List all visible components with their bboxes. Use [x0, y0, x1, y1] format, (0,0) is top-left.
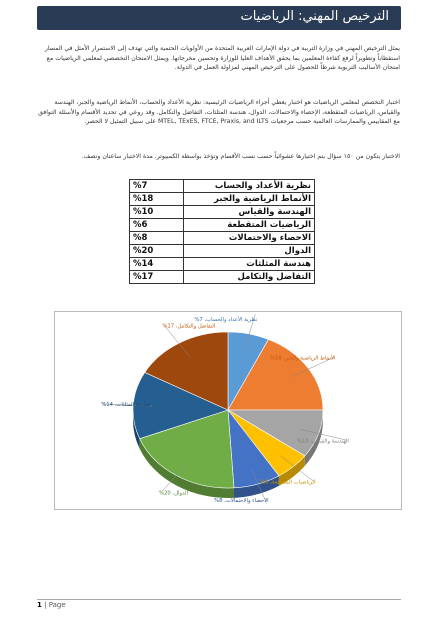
table-row [130, 258, 315, 271]
exam-coverage-paragraph: اختبار التخصص لمعلمي الرياضيات هو اختبار يغطي أجزاء الرياضيات الرئيسية: نظرية الأعداد والحساب، الأنماط الرياضية والجبر، الهندسة والقياس، الرياضيات المتقطعة، الإحصاء والاحتمالات، الدوال، هندسة المثلثات، التفاضل والتكامل. وقد روعي في تحديد الأقسام والأسئلة التوافق مع المقاييس والممارسات العالمية حسب مرجعيات MTEL, TExES, FTCE, Praxis, and ILTS على سبيل التمثيل لا الحصر. [38, 99, 400, 125]
slice-data-label: نظرية الأعداد والحساب، 7% [194, 317, 258, 323]
topic-cell: الاحصاء والاحتمالات [184, 232, 315, 245]
page-title: الترخيص المهني: الرياضيات [240, 9, 389, 24]
topic-cell: الهندسة والقياس [184, 206, 315, 219]
weights-table [129, 179, 315, 284]
topic-cell: التفاضل والتكامل [184, 271, 315, 284]
exam-format-paragraph: الاختبار يتكون من ١٥٠ سؤال يتم اختيارها عشوائياً حسب نسب الأقسام وتؤخذ بواسطة الكمبيوتر. مدة الاختبار ساعتان ونصف. [81, 153, 400, 160]
percent-cell: %6 [130, 219, 184, 232]
table-row [130, 219, 315, 232]
table-row [130, 232, 315, 245]
topic-cell: الرياضيات المتقطعة [184, 219, 315, 232]
footer-divider [37, 599, 401, 600]
percent-cell: %8 [130, 232, 184, 245]
slice-data-label: الرياضيات المتقطعة، 6% [260, 479, 316, 486]
topic-cell: الدوال [184, 245, 315, 258]
slice-data-label: الهندسة والقياس، 10% [296, 438, 349, 445]
page-title-bar [37, 6, 401, 30]
percent-cell: %7 [130, 180, 184, 193]
topic-cell: الأنماط الرياضية والجبر [184, 193, 315, 206]
page-word: | Page [44, 601, 66, 609]
topic-cell: هندسة المثلثات [184, 258, 315, 271]
table-row [130, 245, 315, 258]
percent-cell: %17 [130, 271, 184, 284]
table-row [130, 180, 315, 193]
slice-data-label: الدوال، 20% [159, 490, 188, 497]
percent-cell: %14 [130, 258, 184, 271]
table-row [130, 193, 315, 206]
slice-data-label: الأنماط الرياضية والجبر، 18% [269, 355, 336, 362]
pie-chart [54, 311, 402, 510]
page-number: 1 [37, 601, 42, 609]
table-row [130, 271, 315, 284]
pie-chart-svg [55, 312, 401, 509]
percent-cell: %10 [130, 206, 184, 219]
page-footer [37, 601, 66, 609]
intro-paragraph: يمثل الترخيص المهني في وزارة التربية في دولة الإمارات العربية المتحدة من الأولويات الحتمية والتي تهدف إلى الاستمرار الأمثل في المسار استقطاباً وتطويراً لرفع كفاءة المعلمين بما يحقق الأهداف العليا للوزارة وتحسين مخرجاتها. ويمثل الامتحان التخصصي لمعلمي الرياضيات مع امتحان الأساليب التربوية شرطاً للحصول على الترخيص المهني لمزاولة العمل في الدولة. [44, 45, 400, 71]
percent-cell: %18 [130, 193, 184, 206]
percent-cell: %20 [130, 245, 184, 258]
slice-data-label: الاحصاء والاحتمالات، 8% [214, 498, 269, 504]
slice-data-label: التفاضل والتكامل، 17% [162, 323, 216, 330]
table-row [130, 206, 315, 219]
topic-cell: نظرية الأعداد والحساب [184, 180, 315, 193]
slice-data-label: هندسة المثلثات، 14% [101, 401, 151, 408]
